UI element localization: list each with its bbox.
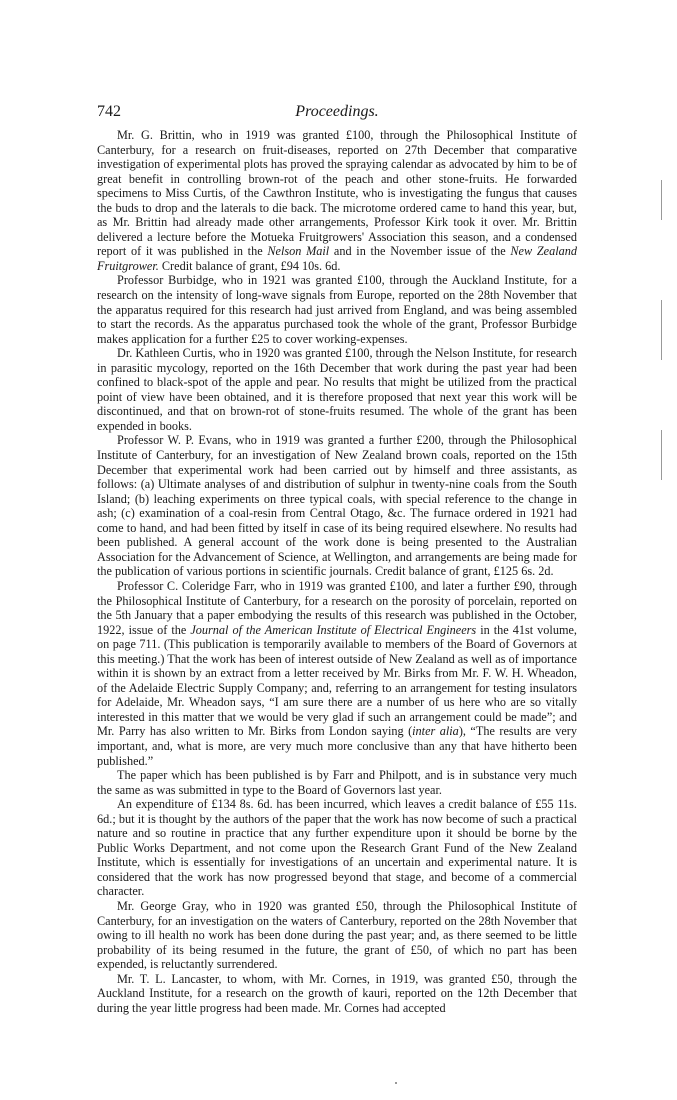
text-run: in the 41st volume, on page 711. (This publication is temporarily available to members of the Board of Governors at this meeting.) That the work has been of interest outside of New Zealand as well as of importance within it is shown by an extract from a letter received by Mr. Birks from Mr. F. W. H. Wheadon, of the Adelaide Electric Supply Company; and, referring to an arrangement for testing insulators for Adelaide, Mr. Wheadon says, “I am sure there are a number of us here who are so vitally interested in this matter that we would be very glad if such an arrangement could be made”; and Mr. Parry has also written to Mr. Birks from London saying ( <box>97 622 577 739</box>
text-run: The paper which has been published is by Farr and Philpott, and is in substance very much the same as was submitted in type to the Board of Governors last year. <box>97 768 577 797</box>
paragraph <box>97 899 577 972</box>
text-run: Professor C. Coleridge Farr, who in 1919 was granted £100, and later a further £90, through the Philosophical Institute of Canterbury, for a research on the porosity of porcelain, reported on the 5th January that a paper embodying the results of this research was published in the October, 1922, issue of the <box>97 578 577 637</box>
text-run: Dr. Kathleen Curtis, who in 1920 was granted £100, through the Nelson Institute, for research in parasitic mycology, reported on the 16th December that work during the past year had been confined to black-spot of the apple and pear. No results that might be utilized from the practical point of view have been obtained, and it is therefore proposed that next year this work will be discontinued, and that on brown-rot of stone-fruits resumed. The whole of the grant has been expended in books. <box>97 346 577 433</box>
text-run: and in the November issue of the <box>329 244 511 259</box>
italic-text: Journal of the American Institute of Electrical Engineers <box>190 622 477 637</box>
paragraph <box>97 433 577 578</box>
paragraph <box>97 972 577 1016</box>
italic-text: New Zealand Fruitgrower. <box>97 244 578 273</box>
text-run: Mr. G. Brittin, who in 1919 was granted £100, through the Philosophical Institute of Canterbury, for a research on fruit-diseases, reported on 27th December that comparative investigation of experimental plots has proved the spraying calendar as advocated by him to be of great benefit in controlling brown-rot of the peach and other stone-fruits. He forwarded specimens to Miss Curtis, of the Cawthron Institute, who is investigating the fungus that causes the buds to drop and the laterals to die back. The microtome ordered came to hand this year, but, as Mr. Brittin had already made other arrangements, Professor Kirk took it over. Mr. Brittin delivered a lecture before the Motueka Fruitgrowers' Association this season, and a condensed report of it was published in the <box>97 128 577 259</box>
paragraph <box>97 797 577 899</box>
text-run: Mr. George Gray, who in 1920 was granted £50, through the Philosophical Institute of Canterbury, for an investigation on the waters of Canterbury, reported on the 28th November that owing to ill health no work has been done during the past year; and, as there seemed to be little probability of its being resumed in the future, the grant of £50, of which no part has been expended, is reluctantly surrendered. <box>97 898 577 972</box>
page-header <box>97 103 577 125</box>
paragraph <box>97 579 577 768</box>
paragraph <box>97 128 577 273</box>
italic-text: inter alia <box>412 724 459 739</box>
text-run: Professor W. P. Evans, who in 1919 was granted a further £200, through the Philosophical Institute of Canterbury, for an investigation of New Zealand brown coals, reported on the 15th December that experimental work had been carried out by himself and three assistants, as follows: (a) Ultimate analyses of and distribution of sulphur in twenty-nine coals from the South Island; (b) leaching experiments on three typical coals, with special reference to the change in ash; (c) examination of a coal-resin from Central Otago, &c. The furnace ordered in 1921 had come to hand, and had been fitted by itself in case of its being required elsewhere. No results had been published. A general account of the work done is being presented to the Australian Association for the Advancement of Science, at Wellington, and arrangements are being made for the publication of various portions in scientific journals. Credit balance of grant, £125 6s. 2d. <box>97 433 577 579</box>
paragraph <box>97 273 577 346</box>
text-run: An expenditure of £134 8s. 6d. has been incurred, which leaves a credit balance of £55 11s. 6d.; but it is thought by the authors of the paper that the work has now become of such a practical nature and so routine in practice that any further expenditure upon it should be borne by the Public Works Department, and not come upon the Research Grant Fund of the New Zealand Institute, which is essentially for investigations of an uncertain and experimental nature. It is considered that the work has now progressed beyond that stage, and become of a commercial character. <box>97 797 577 899</box>
text-run: Credit balance of grant, £94 10s. 6d. <box>158 258 341 273</box>
paragraph <box>97 768 577 797</box>
text-run: Mr. T. L. Lancaster, to whom, with Mr. Cornes, in 1919, was granted £50, through the Auckland Institute, for a research on the growth of kauri, reported on the 12th December that during the year little progress had been made. Mr. Cornes had accepted <box>97 971 577 1015</box>
page-number: 742 <box>97 103 121 120</box>
scan-speck <box>395 1082 397 1084</box>
text-run: Professor Burbidge, who in 1921 was granted £100, through the Auckland Institute, for a research on the intensity of long-wave signals from Europe, reported on the 28th November that the apparatus required for this research had just arrived from England, and was being assembled to start the records. As the apparatus purchased took the whole of the grant, Professor Burbidge makes application for a further £25 to cover working-expenses. <box>97 273 577 346</box>
italic-text: Nelson Mail <box>267 244 330 259</box>
margin-scan-marks <box>661 180 665 520</box>
running-title: Proceedings. <box>295 103 379 120</box>
body-text <box>97 128 577 1015</box>
text-run: ), “The results are very important, and, what is more, are very much more conclusive than any that have hitherto been published.” <box>97 724 577 768</box>
paragraph <box>97 346 577 433</box>
